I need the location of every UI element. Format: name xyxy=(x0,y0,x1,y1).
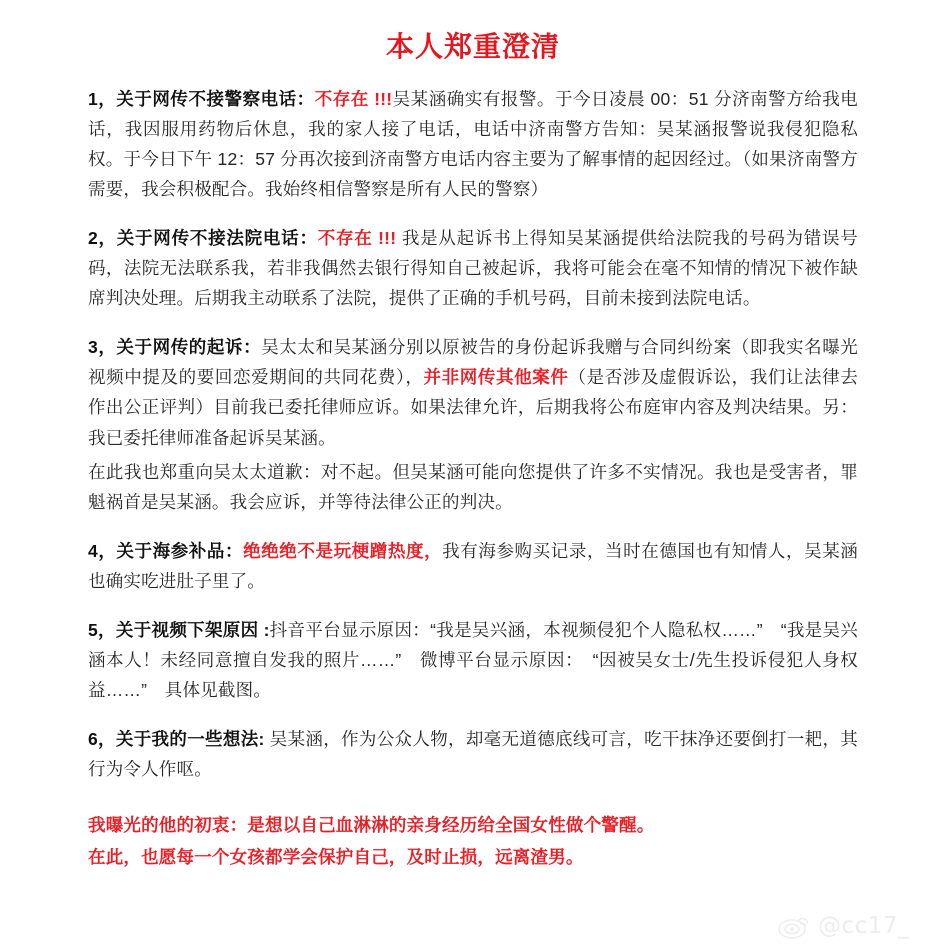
section-3 xyxy=(88,332,858,452)
section-2-emphasis: 不存在 !!! xyxy=(317,227,397,248)
section-3-followup xyxy=(88,457,858,517)
section-2-body: 我是从起诉书上得知吴某涵提供给法院我的号码为错误号码，法院无法联系我，若非我偶然去银行得知自己被起诉，我将可能会在毫不知情的情况下被作缺席判决处理。后期我主动联系了法院，提供了正确的手机号码，目前未接到法院电话。 xyxy=(88,227,858,309)
section-5-body: 抖音平台显示原因：“我是吴兴涵，本视频侵犯个人隐私权……” “我是吴兴涵本人！未经同意擅自发我的照片……” 微博平台显示原因： “因被吴女士/先生投诉侵犯人身权益……” 具体见截图。 xyxy=(88,620,858,701)
section-6 xyxy=(88,724,858,784)
weibo-eye-logo-icon xyxy=(778,913,812,939)
section-3-body-after: （是否涉及虚假诉讼，我们让法律去作出公正评判）目前我已委托律师应诉。如果法律允许，后期我将公布庭审内容及判决结果。另：我已委托律师准备起诉吴某涵。 xyxy=(88,367,858,448)
section-1-emphasis: 不存在 !!! xyxy=(314,88,393,109)
watermark xyxy=(778,913,910,939)
closing-statement xyxy=(88,810,858,872)
section-6-label: 6，关于我的一些想法: xyxy=(88,729,265,750)
section-3-emphasis: 并非网传其他案件 xyxy=(423,367,569,388)
section-1-label: 1，关于网传不接警察电话： xyxy=(88,88,315,109)
section-5 xyxy=(88,615,858,705)
section-4-emphasis: 绝绝绝不是玩梗蹭热度， xyxy=(243,540,443,561)
section-2-label: 2，关于网传不接法院电话： xyxy=(88,227,318,248)
closing-line-1: 我曝光的他的初衷：是想以自己血淋淋的亲身经历给全国女性做个警醒。 xyxy=(88,815,655,836)
section-1 xyxy=(88,84,858,204)
section-4 xyxy=(88,536,858,596)
section-2 xyxy=(88,223,858,313)
section-6-body: 吴某涵，作为公众人物，却毫无道德底线可言，吃干抹净还要倒打一耙，其行为令人作呕。 xyxy=(88,729,858,780)
section-4-body: 我有海参购买记录，当时在德国也有知情人，吴某涵也确实吃进肚子里了。 xyxy=(88,540,858,591)
section-3-label: 3，关于网传的起诉： xyxy=(88,337,262,358)
section-5-label: 5，关于视频下架原因 : xyxy=(88,620,270,640)
section-4-label: 4，关于海参补品： xyxy=(88,540,244,561)
watermark-handle: @cc17_ xyxy=(817,913,910,939)
section-3-followup-text: 在此我也郑重向吴太太道歉：对不起。但吴某涵可能向您提供了许多不实情况。我也是受害者，罪魁祸首是吴某涵。我会应诉，并等待法律公正的判决。 xyxy=(88,461,858,512)
closing-line-2: 在此，也愿每一个女孩都学会保护自己，及时止损，远离渣男。 xyxy=(88,846,584,867)
page-title: 本人郑重澄清 xyxy=(385,31,560,62)
section-1-body: 吴某涵确实有报警。于今日凌晨 00：51 分济南警方给我电话，我因服用药物后休息，我的家人接了电话，电话中济南警方告知：吴某涵报警说我侵犯隐私权。于今日下午 12：57 分再次接到济南警方电话内容主要为了解事情的起因经过。（如果济南警方需要，我会积极配合。我始终相信警察是所有人民的警察） xyxy=(88,88,858,199)
section-3-body-before: 吴太太和吴某涵分别以原被告的身份起诉我赠与合同纠纷案（即我实名曝光视频中提及的要回恋爱期间的共同花费）， xyxy=(88,337,858,388)
